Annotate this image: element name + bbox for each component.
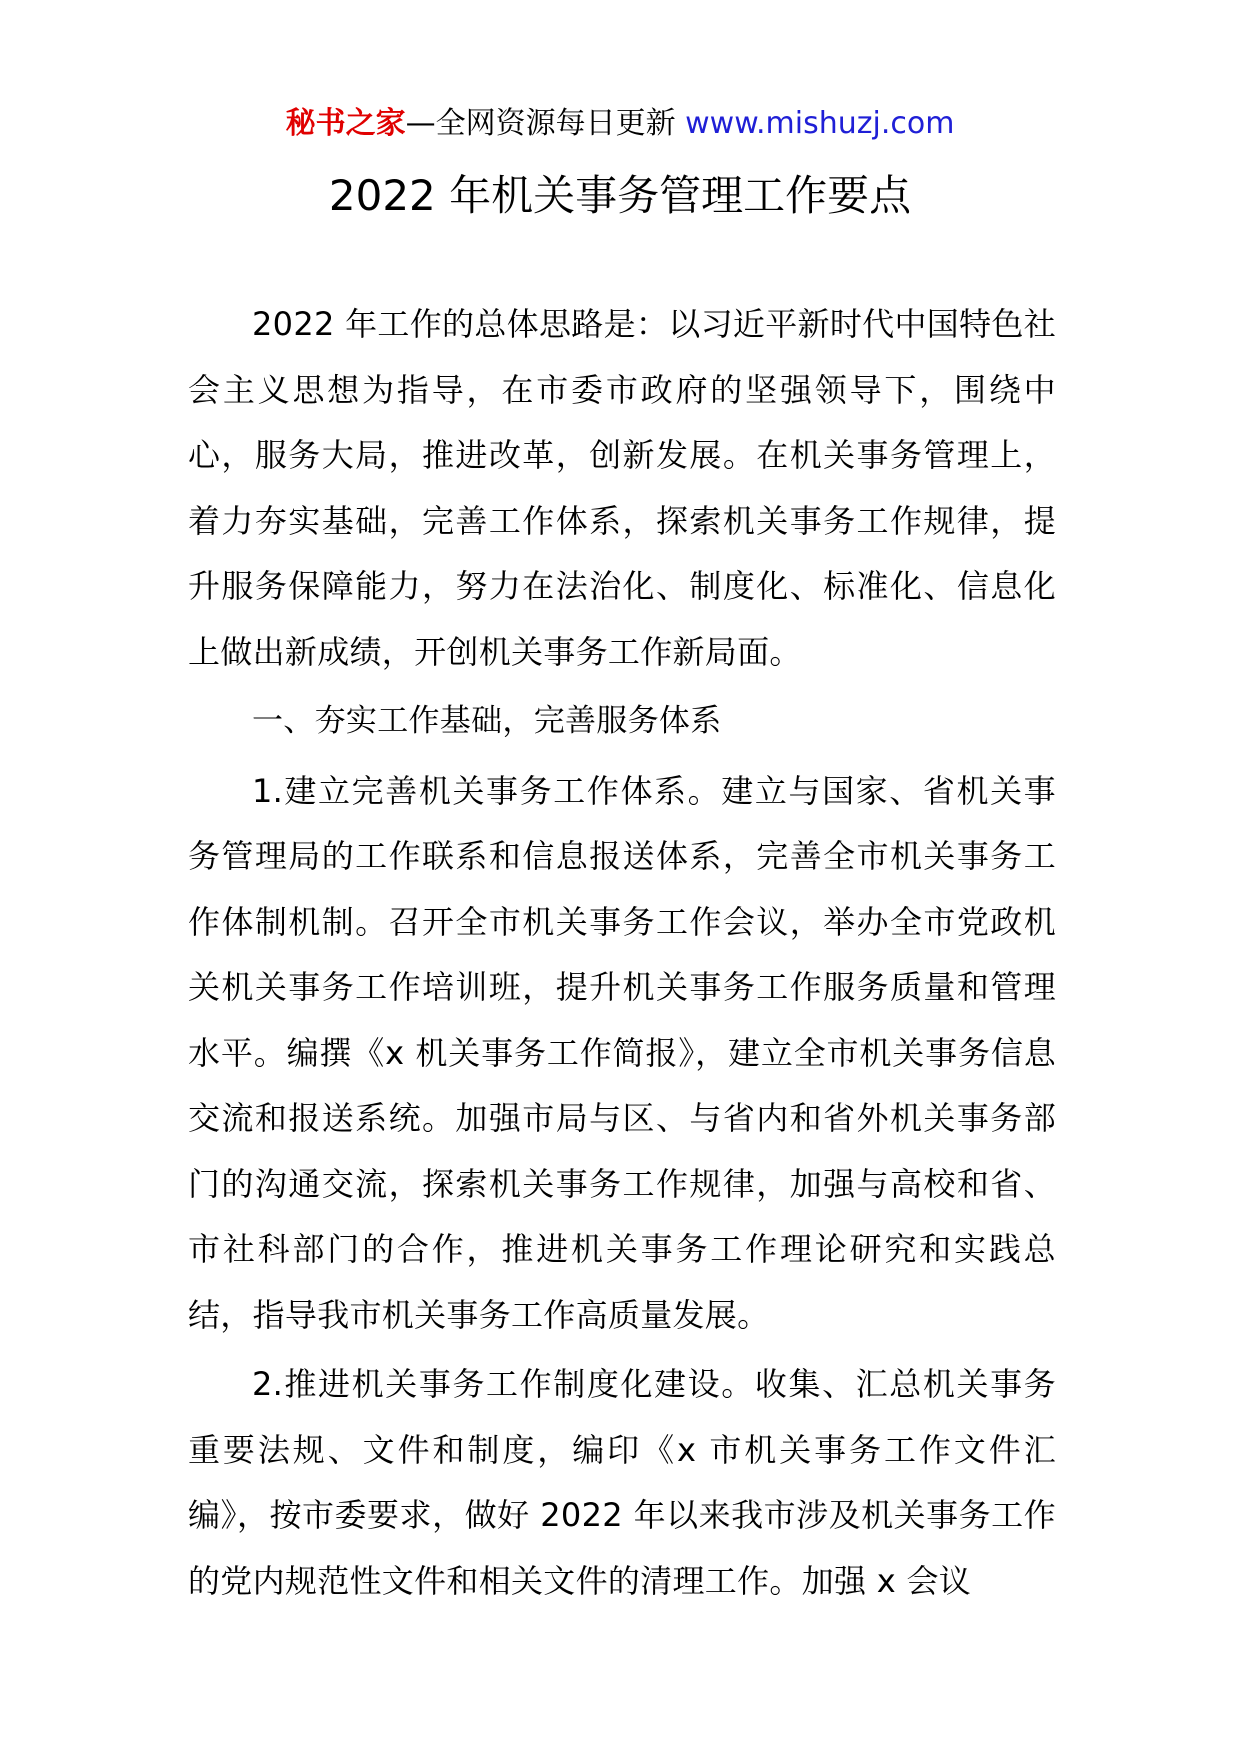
document-body [188,292,1056,1618]
site-url-link[interactable]: www.mishuzj.com [685,106,955,141]
brand-name: 秘书之家 [285,106,406,141]
document-title: 2022 年机关事务管理工作要点 [328,171,912,220]
body-paragraph-intro: 2022 年工作的总体思路是：以习近平新时代中国特色社会主义思想为指导，在市委市政府的坚强领导下，围绕中心，服务大局，推进改革，创新发展。在机关事务管理上，着力夯实基础，完善工作体系，探索机关事务工作规律，提升服务保障能力，努力在法治化、制度化、标准化、信息化上做出新成绩，开创机关事务工作新局面。 [188,305,1056,671]
header-slogan: —全网资源每日更新 [405,106,686,141]
site-header [0,104,1240,144]
body-paragraph-item-1: 1.建立完善机关事务工作体系。建立与国家、省机关事务管理局的工作联系和信息报送体系，完善全市机关事务工作体制机制。召开全市机关事务工作会议，举办全市党政机关机关事务工作培训班，提升机关事务工作服务质量和管理水平。编撰《x 机关事务工作简报》，建立全市机关事务信息交流和报送系统。加强市局与区、与省内和省外机关事务部门的沟通交流，探索机关事务工作规律，加强与高校和省、市社科部门的合作，推进机关事务工作理论研究和实践总结，指导我市机关事务工作高质量发展。 [188,771,1056,1334]
body-paragraph-item-2: 2.推进机关事务工作制度化建设。收集、汇总机关事务重要法规、文件和制度，编印《x 市机关事务工作文件汇编》，按市委要求，做好 2022 年以来我市涉及机关事务工作的党内规范性文件和相关文件的清理工作。加强 x 会议 [188,1365,1056,1600]
section-heading-1: 一、夯实工作基础，完善服务体系 [252,703,722,739]
